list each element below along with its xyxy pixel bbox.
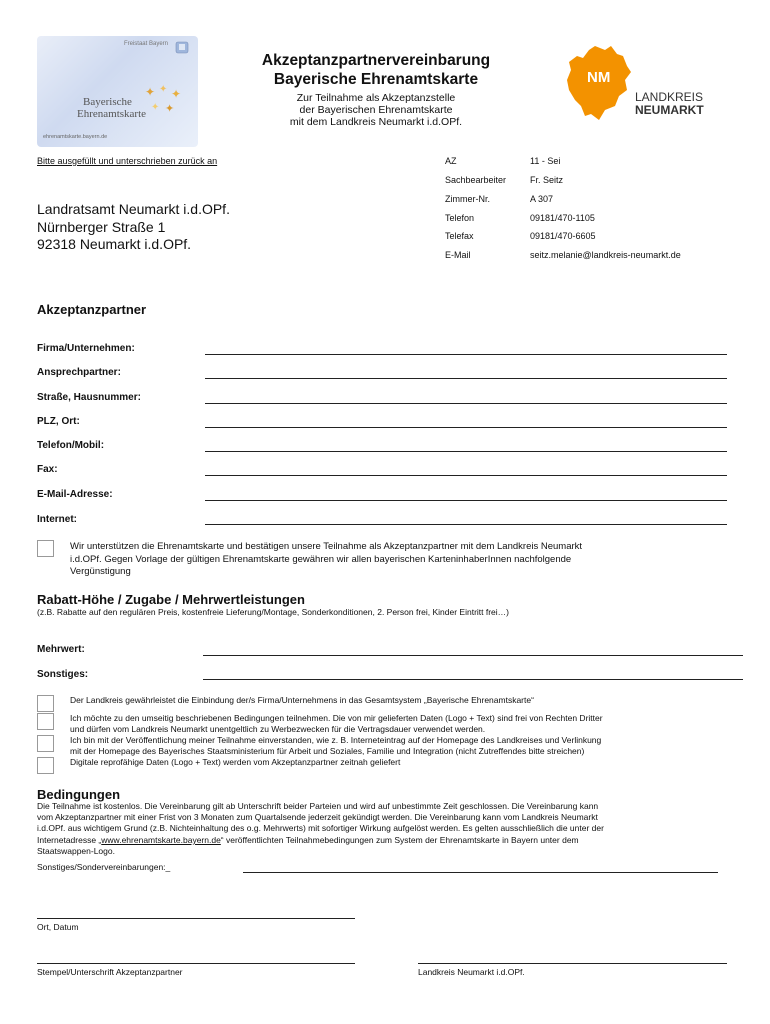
ehrenamtskarte-card-image	[37, 36, 198, 147]
consent-text-2-line2: und dürfen vom Landkreis Neumarkt unentgeltlich zu Werbezwecken für die Vertragsdauer verwendet werden.	[70, 724, 486, 734]
field-label-telefon: Telefon/Mobil:	[37, 440, 105, 451]
contact-label-email: E-Mail	[445, 250, 471, 260]
field-input-firma[interactable]	[205, 354, 727, 355]
county-signature-label: Landkreis Neumarkt i.d.OPf.	[418, 967, 525, 977]
field-label-strasse: Straße, Hausnummer:	[37, 392, 141, 403]
contact-value-sachbearbeiter: Fr. Seitz	[530, 175, 564, 185]
consent-checkbox-3[interactable]	[37, 735, 54, 752]
contact-label-zimmer: Zimmer-Nr.	[445, 194, 490, 204]
contact-value-az: 11 - Sei	[530, 156, 561, 166]
field-label-fax: Fax:	[37, 464, 58, 475]
discount-example: (z.B. Rabatte auf den regulären Preis, kostenfreie Lieferung/Montage, Sonderkonditionen, 2. Person frei, Kinder Eintritt frei…)	[37, 607, 510, 617]
conditions-line3: i.d.OPf. aus wichtigem Grund (z.B. Nichteinhaltung des o.g. Mehrwerts) mit sofortiger Wirkung aufgelöst werden. Es gelten ausschließlich die unter der	[37, 823, 604, 833]
place-date-label: Ort, Datum	[37, 922, 79, 932]
field-label-firma: Firma/Unternehmen:	[37, 343, 135, 354]
contact-label-az: AZ	[445, 156, 457, 166]
landkreis-neumarkt-logo	[565, 44, 715, 124]
consent-checkbox-1[interactable]	[37, 695, 54, 712]
discount-heading: Rabatt-Höhe / Zugabe / Mehrwertleistungen	[37, 592, 305, 607]
field-input-strasse[interactable]	[205, 403, 727, 404]
conditions-line2: vom Akzeptanzpartner mit einer Frist von 3 Monaten zum Quartalsende jederzeit gekündigt werden. Die Vereinbarung kann vom Landkreis Neumarkt	[37, 812, 598, 822]
address-line3: 92318 Neumarkt i.d.OPf.	[37, 236, 192, 252]
field-input-internet[interactable]	[205, 524, 727, 525]
subtitle-line2: der Bayerischen Ehrenamtskarte	[299, 104, 453, 116]
support-text-line1: Wir unterstützen die Ehrenamtskarte und bestätigen unsere Teilnahme als Akzeptanzpartner mit dem Landkreis Neumarkt	[70, 541, 583, 552]
return-note: Bitte ausgefüllt und unterschrieben zurück an	[37, 156, 218, 166]
bavarian-crest-icon	[173, 39, 191, 55]
consent-text-2-line1: Ich möchte zu den umseitig beschriebenen Bedingungen teilnehmen. Die von mir gelieferten Daten (Logo + Text) sind frei von Rechten Dritter	[70, 713, 603, 723]
support-text-line2: i.d.OPf. Gegen Vorlage der gültigen Ehrenamtskarte gewähren wir allen bayerischen KarteninhaberInnen nachfolgende	[70, 554, 572, 565]
logo-badge-text: NM	[587, 69, 611, 86]
svg-text:✦: ✦	[171, 87, 182, 101]
special-agreements-input[interactable]	[243, 872, 718, 873]
field-label-internet: Internet:	[37, 514, 77, 525]
mehrwert-label: Mehrwert:	[37, 644, 85, 655]
address-line2: Nürnberger Straße 1	[37, 219, 166, 235]
contact-label-sachbearbeiter: Sachbearbeiter	[445, 175, 507, 185]
svg-text:✦: ✦	[151, 102, 160, 113]
conditions-line4-post: “ veröffentlichten Teilnahmebedingungen zum System der Ehrenamtskarte in Bayern unter dem	[220, 835, 579, 845]
support-text-line3: Vergünstigung	[70, 566, 131, 577]
field-input-telefon[interactable]	[205, 451, 727, 452]
field-input-fax[interactable]	[205, 475, 727, 476]
contact-label-telefon: Telefon	[445, 213, 475, 223]
logo-line1: LANDKREIS	[635, 90, 704, 104]
subtitle-line1: Zur Teilnahme als Akzeptanzstelle	[296, 92, 456, 104]
contact-value-telefax: 09181/470-6605	[530, 231, 596, 241]
consent-text-3-line2: mit der Homepage des Bayerisches Staatsministerium für Arbeit und Soziales, Familie und Integration (nicht Zutreffendes bitte streichen)	[70, 746, 585, 756]
contact-value-telefon: 09181/470-1105	[530, 213, 595, 223]
card-top-label: Freistaat Bayern	[123, 41, 168, 47]
field-label-ansprechpartner: Ansprechpartner:	[37, 367, 121, 378]
card-title-line1: Bayerische	[83, 96, 132, 108]
partner-signature-line[interactable]	[37, 963, 355, 964]
field-label-email: E-Mail-Adresse:	[37, 489, 113, 500]
county-map-icon	[565, 44, 635, 124]
sonstiges-label: Sonstiges:	[37, 669, 89, 680]
contact-label-telefax: Telefax	[445, 231, 474, 241]
consent-text-3-line1: Ich bin mit der Veröffentlichung meiner Teilnahme einverstanden, wie z. B. Interneteintrag auf der Homepage des Landkreises und Verlinkung	[70, 735, 602, 745]
subtitle-line3: mit dem Landkreis Neumarkt i.d.OPf.	[289, 116, 463, 128]
field-input-ansprechpartner[interactable]	[205, 378, 727, 379]
consent-text-1: Der Landkreis gewährleistet die Einbindung der/s Firma/Unternehmens in das Gesamtsystem „Bayerische Ehrenamtskarte“	[70, 695, 534, 705]
ehrenamtskarte-link[interactable]: www.ehrenamtskarte.bayern.de	[101, 835, 221, 845]
contact-value-email: seitz.melanie@landkreis-neumarkt.de	[530, 250, 681, 260]
partner-heading: Akzeptanzpartner	[37, 302, 147, 317]
svg-text:✦: ✦	[145, 85, 156, 99]
sonstiges-input[interactable]	[203, 679, 743, 680]
support-checkbox[interactable]	[37, 540, 54, 557]
card-url: ehrenamtskarte.bayern.de	[43, 134, 108, 140]
conditions-line4	[37, 835, 579, 846]
consent-text-4: Digitale reprofähige Daten (Logo + Text) werden vom Akzeptanzpartner zeitnah geliefert	[70, 757, 401, 767]
logo-line2: NEUMARKT	[635, 103, 704, 117]
svg-text:✦: ✦	[159, 84, 168, 95]
partner-signature-label: Stempel/Unterschrift Akzeptanzpartner	[37, 967, 183, 977]
consent-checkbox-4[interactable]	[37, 757, 54, 774]
card-title-line2: Ehrenamtskarte	[77, 108, 147, 120]
consent-checkbox-2[interactable]	[37, 713, 54, 730]
conditions-line5: Staatswappen-Logo.	[37, 846, 115, 856]
county-signature-line[interactable]	[418, 963, 727, 964]
field-input-email[interactable]	[205, 500, 727, 501]
field-label-plz-ort: PLZ, Ort:	[37, 416, 80, 427]
svg-text:✦: ✦	[165, 103, 175, 115]
place-date-line[interactable]	[37, 918, 355, 919]
document-title-line1: Akzeptanzpartnervereinbarung	[261, 52, 491, 69]
address-line1: Landratsamt Neumarkt i.d.OPf.	[37, 201, 230, 217]
conditions-line1: Die Teilnahme ist kostenlos. Die Vereinbarung gilt ab Unterschrift beider Parteien und wird auf unbestimmte Zeit geschlossen. Die Vereinbarung kann	[37, 801, 599, 811]
conditions-line4-pre: Internetadresse „	[37, 835, 102, 845]
special-agreements-label: Sonstiges/Sondervereinbarungen:_	[37, 862, 171, 872]
mehrwert-input[interactable]	[203, 655, 743, 656]
conditions-heading: Bedingungen	[37, 787, 121, 802]
contact-value-zimmer: A 307	[530, 194, 554, 204]
stars-graphic	[141, 82, 191, 122]
document-title-line2: Bayerische Ehrenamtskarte	[273, 71, 479, 88]
field-input-plz-ort[interactable]	[205, 427, 727, 428]
